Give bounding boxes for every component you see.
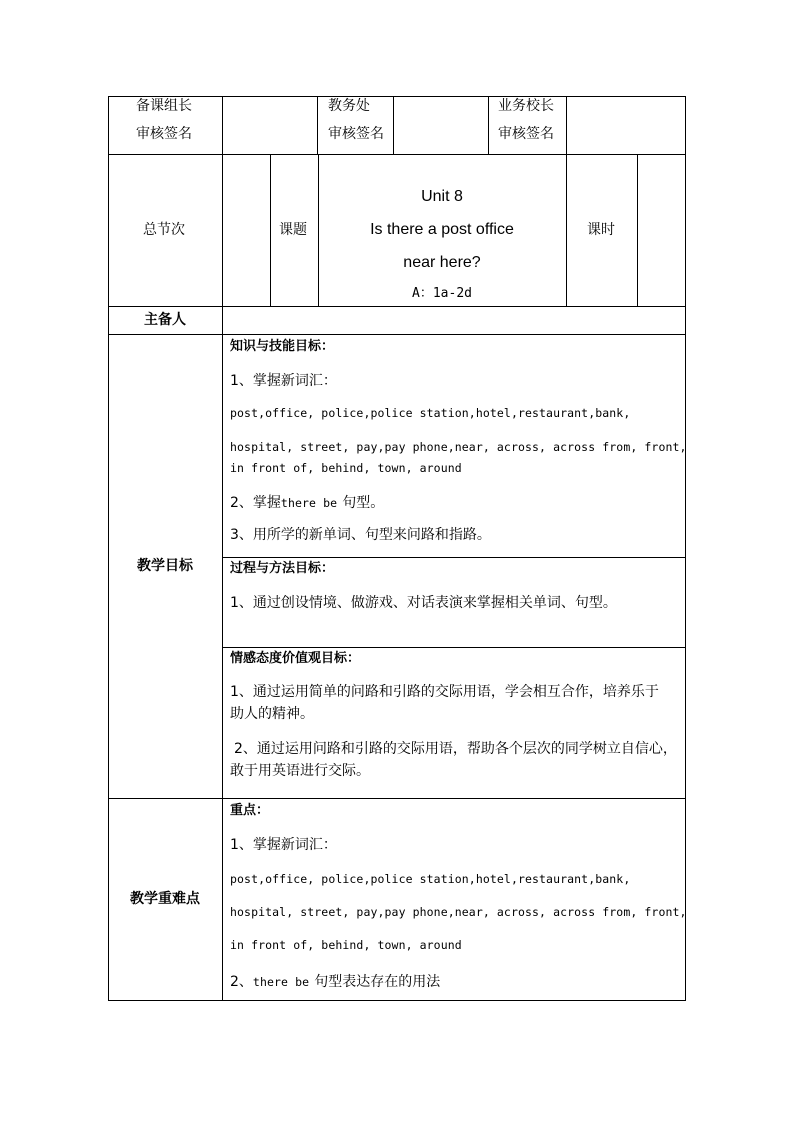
group-leader-sign-label: 审核签名 bbox=[136, 126, 192, 142]
knowledge-vocab-line-3: in front of, behind, town, around bbox=[230, 461, 462, 475]
emotion-heading: 情感态度价值观目标： bbox=[230, 651, 361, 666]
topic-unit: Unit 8 bbox=[421, 188, 463, 205]
knowledge-item-2-prefix: 2、掌握 bbox=[230, 495, 281, 511]
key-points-vocab-line-2: hospital, street, pay,pay phone,near, across, across from, front, bbox=[230, 905, 687, 919]
knowledge-heading: 知识与技能目标： bbox=[230, 339, 335, 354]
topic-label: 课题 bbox=[279, 222, 307, 238]
knowledge-item-2 bbox=[230, 494, 384, 510]
emotion-item-1-line-1: 1、通过运用简单的问路和引路的交际用语，学会相互合作，培养乐于 bbox=[230, 684, 659, 700]
key-points-vocab-line-1: post,office, police,police station,hotel,restaurant,bank, bbox=[230, 872, 631, 886]
knowledge-vocab-line-1: post,office, police,police station,hotel,restaurant,bank, bbox=[230, 406, 631, 420]
key-points-heading: 重点： bbox=[230, 803, 270, 818]
key-points-vocab-line-3: in front of, behind, town, around bbox=[230, 938, 462, 952]
knowledge-item-2-suffix: 句型。 bbox=[342, 495, 385, 511]
process-item-1: 1、通过创设情境、做游戏、对话表演来掌握相关单词、句型。 bbox=[230, 595, 617, 611]
group-leader-label: 备课组长 bbox=[136, 98, 192, 114]
key-points-item-2-code: there be bbox=[252, 975, 310, 989]
objectives-label: 教学目标 bbox=[137, 558, 193, 574]
emotion-item-2-line-1: 2、通过运用问路和引路的交际用语，帮助各个层次的同学树立自信心， bbox=[234, 741, 677, 757]
business-principal-sign-label: 审核签名 bbox=[498, 126, 554, 142]
academic-office-label: 教务处 bbox=[328, 98, 370, 114]
key-points-label: 教学重难点 bbox=[130, 891, 200, 907]
key-points-item-1: 1、掌握新词汇： bbox=[230, 837, 337, 853]
emotion-item-1-line-2: 助人的精神。 bbox=[230, 706, 314, 722]
topic-section: A：1a-2d bbox=[412, 286, 472, 301]
period-label: 课时 bbox=[587, 222, 615, 238]
emotion-item-2-line-2: 敢于用英语进行交际。 bbox=[230, 763, 370, 779]
key-points-item-2-suffix: 句型表达存在的用法 bbox=[314, 974, 441, 990]
total-lesson-label: 总节次 bbox=[143, 222, 185, 238]
preparer-label: 主备人 bbox=[144, 312, 186, 328]
business-principal-label: 业务校长 bbox=[498, 98, 554, 114]
key-points-item-2-prefix: 2、 bbox=[230, 974, 253, 990]
academic-office-sign-label: 审核签名 bbox=[328, 126, 384, 142]
knowledge-vocab-line-2: hospital, street, pay,pay phone,near, across, across from, front, bbox=[230, 440, 687, 454]
process-heading: 过程与方法目标： bbox=[230, 561, 335, 576]
topic-title-line2: near here? bbox=[403, 254, 481, 271]
knowledge-item-1: 1、掌握新词汇： bbox=[230, 373, 337, 389]
key-points-item-2 bbox=[230, 973, 440, 989]
knowledge-item-2-code: there be bbox=[280, 496, 338, 510]
topic-title-line1: Is there a post office bbox=[370, 221, 514, 238]
knowledge-item-3: 3、用所学的新单词、句型来问路和指路。 bbox=[230, 527, 491, 543]
